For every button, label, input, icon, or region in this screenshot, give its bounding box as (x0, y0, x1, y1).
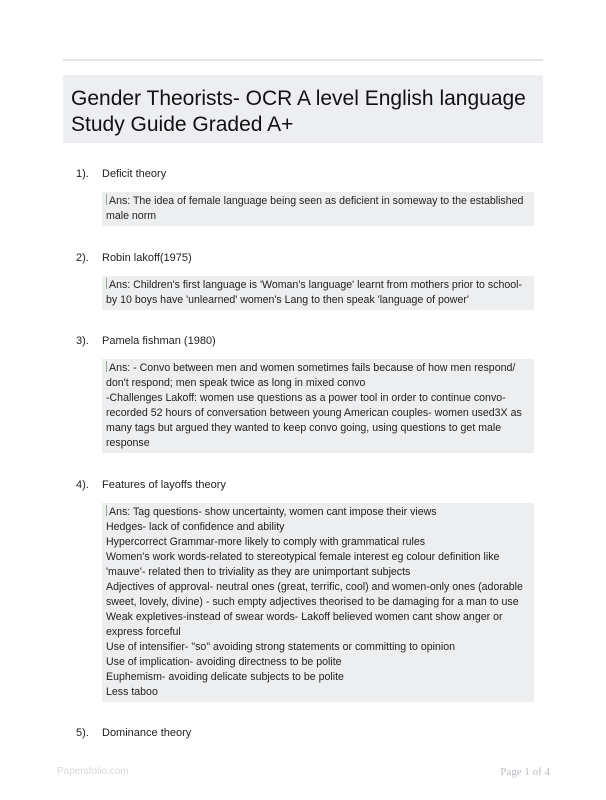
answer-line: Ans: - Convo between men and women sometimes fails because of how men respond/ (106, 361, 528, 376)
answer-line: Adjectives of approval- neutral ones (great, terrific, cool) and women-only ones (adorable (106, 581, 523, 593)
answer-line: many tags but argued they wanted to keep convo going, using questions to get male (106, 422, 502, 434)
page-indicator: Page 1 of 4 (500, 766, 550, 778)
answer-line: Weak expletives-instead of swear words- Lakoff believed women cant show anger or (106, 611, 503, 623)
answer-line: Use of intensifier- "so" avoiding strong statements or committing to opinion (106, 641, 456, 653)
answer-box (102, 503, 534, 702)
answer-line: response (106, 437, 150, 449)
answer-box (102, 192, 534, 226)
question-prompt: Pamela fishman (1980) (102, 335, 216, 347)
answer-box (102, 276, 534, 310)
question-prompt: Deficit theory (102, 168, 167, 180)
answer-line: Use of implication- avoiding directness to be polite (106, 656, 342, 668)
question-prompt: Dominance theory (102, 727, 192, 739)
answer-line: Ans: The idea of female language being seen as deficient in someway to the established (106, 194, 528, 209)
question-number: 4). (76, 479, 89, 491)
answer-line: sweet, lovely, divine) - such empty adjectives theorised to be damaging for a man to use (106, 596, 519, 608)
question-number: 3). (76, 335, 89, 347)
answer-line: by 10 boys have 'unlearned' women's Lang to then speak 'language of power' (106, 294, 469, 306)
title-line-1: Gender Theorists- OCR A level English language (71, 87, 526, 110)
answer-line: Ans: Children's first language is 'Woman's language' learnt from mothers prior to school- (106, 278, 528, 293)
answer-line: male norm (106, 210, 157, 222)
answer-line: Less taboo (106, 686, 158, 698)
answer-line: Hedges- lack of confidence and ability (106, 521, 285, 533)
document-title (71, 86, 535, 138)
question-prompt: Features of layoffs theory (102, 479, 226, 491)
question-number: 5). (76, 727, 89, 739)
answer-line: 'mauve'- related then to triviality as they are unimportant subjects (106, 566, 411, 578)
title-banner (63, 75, 543, 143)
answer-line: Euphemism- avoiding delicate subjects to be polite (106, 671, 344, 683)
answer-line: Hypercorrect Grammar-more likely to comply with grammatical rules (106, 536, 426, 548)
answer-line: express forceful (106, 626, 181, 638)
answer-line: -Challenges Lakoff: women use questions as a power tool in order to continue convo- (106, 392, 506, 404)
question-number: 2). (76, 252, 89, 264)
quote-bar (106, 194, 107, 205)
answer-line: don't respond; men speak twice as long in mixed convo (106, 377, 366, 389)
title-line-2: Study Guide Graded A+ (71, 113, 294, 136)
question-number: 1). (76, 168, 89, 180)
quote-bar (106, 361, 107, 372)
answer-box (102, 359, 534, 453)
top-divider (63, 59, 543, 61)
watermark-text: Papersfolio.com (57, 766, 129, 777)
quote-bar (106, 278, 107, 289)
quote-bar (106, 505, 107, 516)
question-prompt: Robin lakoff(1975) (102, 252, 192, 264)
answer-line: Ans: Tag questions- show uncertainty, women cant impose their views (106, 505, 528, 520)
answer-line: Women's work words-related to stereotypical female interest eg colour definition like (106, 551, 500, 563)
answer-line: recorded 52 hours of conversation between young American couples- women used3X as (106, 407, 522, 419)
